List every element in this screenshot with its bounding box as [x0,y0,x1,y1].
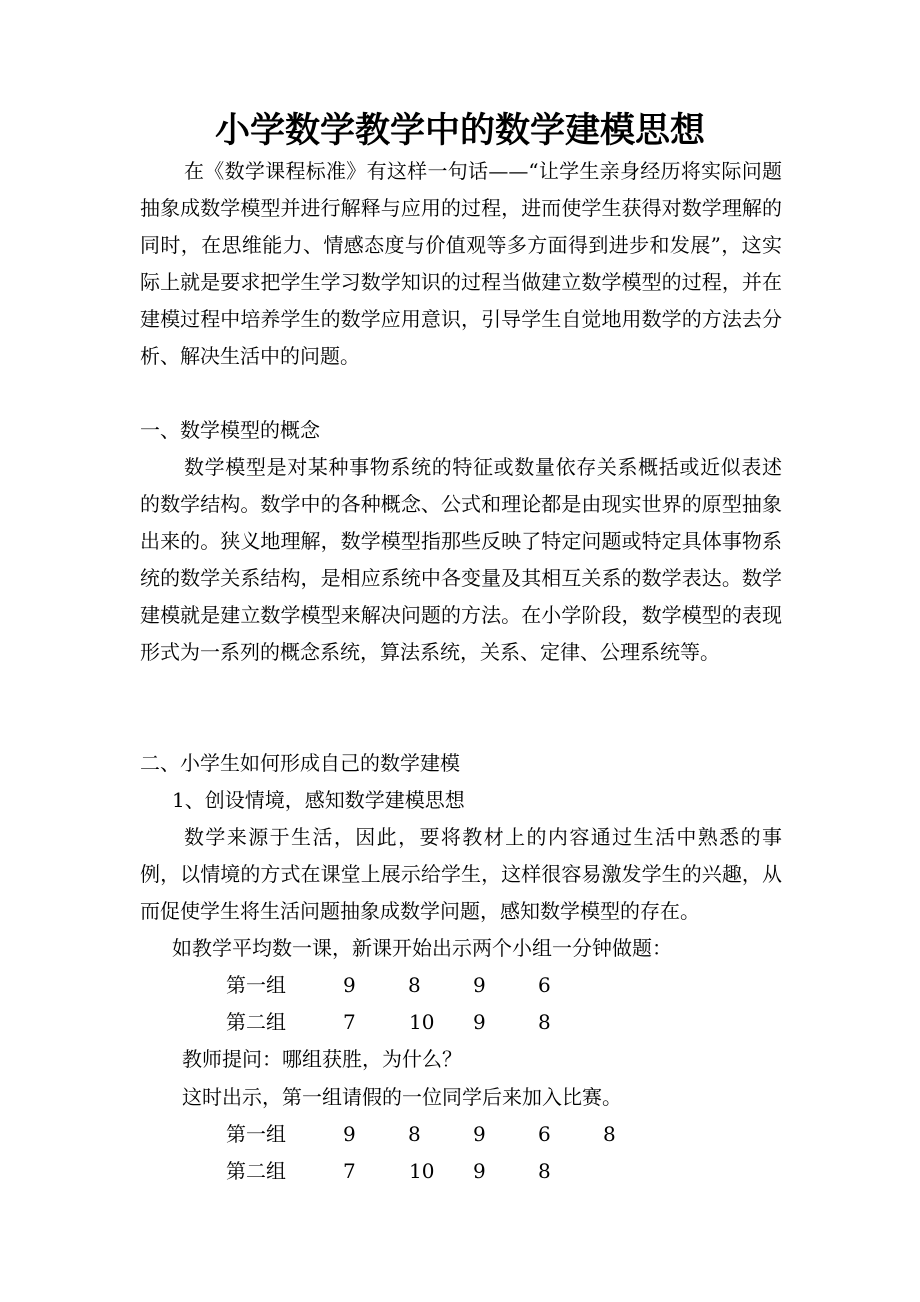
section2-heading: 二、小学生如何形成自己的数学建模 [140,751,460,775]
score-cell: 9 [473,1010,486,1034]
group-label: 第二组 [226,1010,286,1034]
intro-paragraph: 在《数学课程标准》有这样一句话——“让学生亲身经历将实际问题抽象成数学模型并进行解释与应用的过程，进而使学生获得对数学理解的同时，在思维能力、情感态度与价值观等多方面得到进步和发展”，这实际上就是要求把学生学习数学知识的过程当做建立数学模型的过程，并在建模过程中培养学生的数学应用意识，引导学生自觉地用数学的方法去分析、解决生活中的问题。 [140,159,782,368]
score-cell: 8 [538,1159,551,1183]
subsection-heading: 1、创设情境，感知数学建模思想 [172,788,465,812]
score-cell: 8 [408,973,421,997]
group-label: 第一组 [226,1122,286,1146]
score-cell: 8 [408,1122,421,1146]
table-row [0,1153,920,1190]
score-cell: 7 [343,1010,356,1034]
score-cell: 9 [473,973,486,997]
section2-paragraph: 数学来源于生活，因此，要将教材上的内容通过生活中熟悉的事例，以情境的方式在课堂上展示给学生，这样很容易激发学生的兴趣，从而促使学生将生活问题抽象成数学问题，感知数学模型的存在。 [140,825,782,923]
score-cell: 8 [603,1122,616,1146]
section1-heading: 一、数学模型的概念 [140,418,320,442]
followup-line: 这时出示，第一组请假的一位同学后来加入比赛。 [182,1085,622,1109]
table-row [0,1004,920,1041]
group-label: 第二组 [226,1159,286,1183]
score-cell: 8 [538,1010,551,1034]
score-cell: 7 [343,1159,356,1183]
score-cell: 9 [473,1159,486,1183]
table-row [0,967,920,1004]
score-cell: 6 [538,1122,551,1146]
score-cell: 6 [538,973,551,997]
section1-paragraph: 数学模型是对某种事物系统的特征或数量依存关系概括或近似表述的数学结构。数学中的各种概念、公式和理论都是由现实世界的原型抽象出来的。狭义地理解，数学模型指那些反映了特定问题或特定具体事物系统的数学关系结构，是相应系统中各变量及其相互关系的数学表达。数学建模就是建立数学模型来解决问题的方法。在小学阶段，数学模型的表现形式为一系列的概念系统，算法系统，关系、定律、公理系统等。 [140,455,782,664]
score-cell: 10 [409,1159,435,1183]
document-title: 小学数学教学中的数学建模思想 [214,110,705,151]
score-cell: 9 [343,1122,356,1146]
group-label: 第一组 [226,973,286,997]
teacher-question: 教师提问：哪组获胜，为什么？ [182,1047,462,1071]
score-cell: 10 [409,1010,435,1034]
example-line: 如教学平均数一课，新课开始出示两个小组一分钟做题： [172,936,672,960]
score-cell: 9 [473,1122,486,1146]
table-row [0,1116,920,1153]
score-cell: 9 [343,973,356,997]
